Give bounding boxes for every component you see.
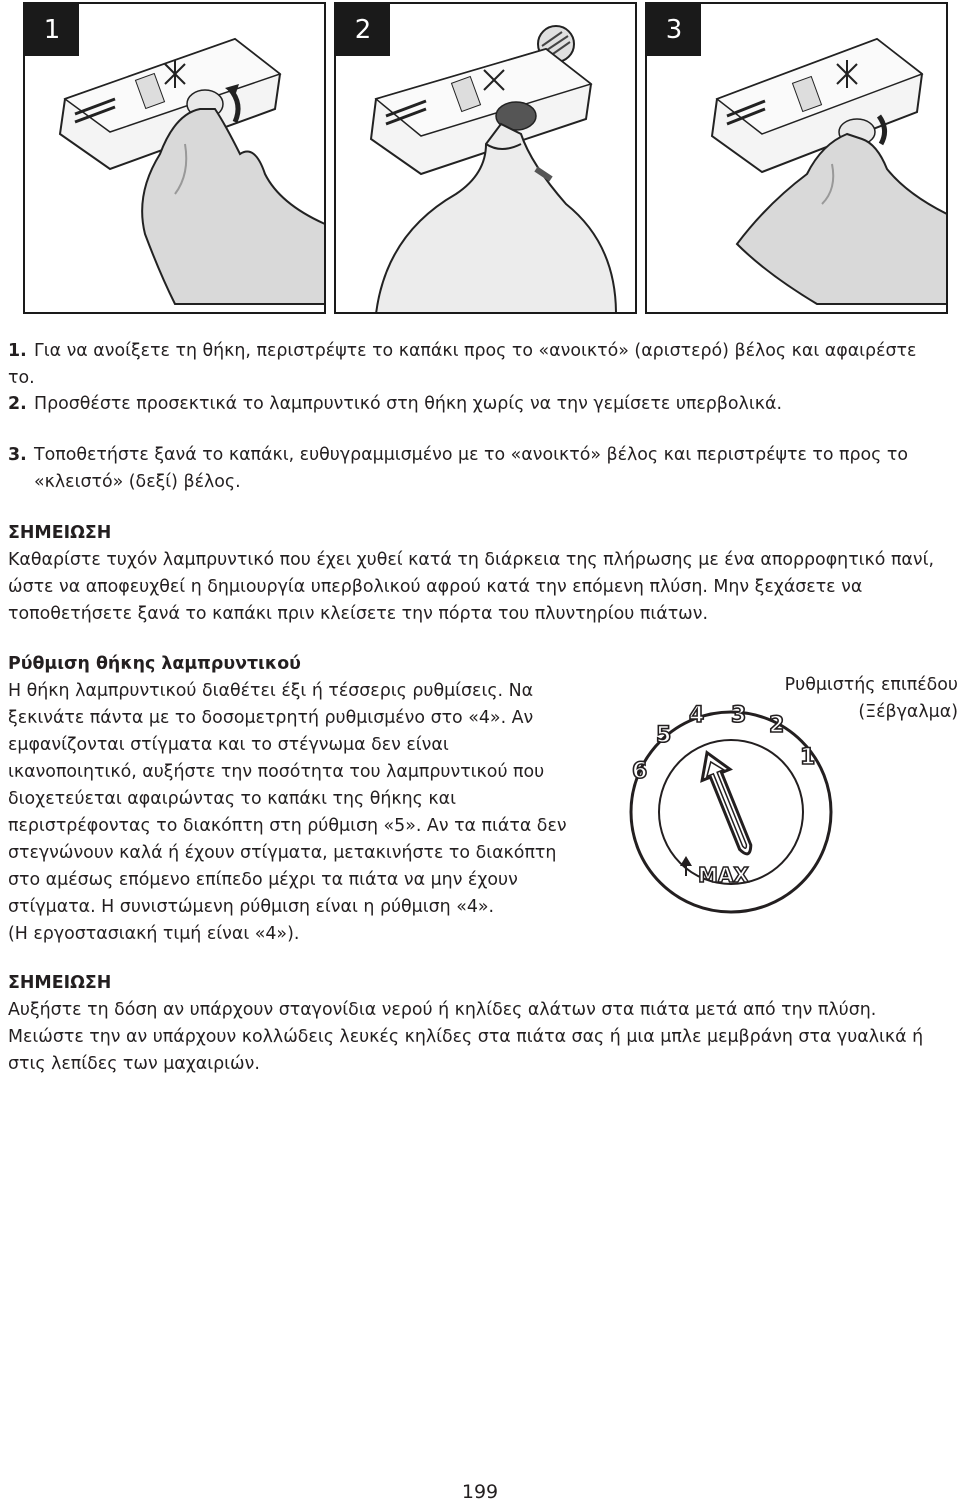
dial-setting-1: 1 xyxy=(800,745,816,770)
dial-setting-3: 3 xyxy=(731,703,747,728)
dial-setting-4: 4 xyxy=(689,703,705,728)
section-line: στο αμέσως επόμενο επίπεδο μέχρι τα πιάτα να μην έχουν xyxy=(8,870,518,890)
dial-setting-2: 2 xyxy=(769,713,785,738)
section-line: (Η εργοστασιακή τιμή είναι «4»). xyxy=(8,924,300,944)
figure-number-badge: 3 xyxy=(647,4,701,56)
section-line: ξεκινάτε πάντα με το δοσομετρητή ρυθμισμένο στο «4». Αν xyxy=(8,708,534,728)
step-text: Προσθέστε προσεκτικά το λαμπρυντικό στη θήκη χωρίς να την γεμίσετε υπερβολικά. xyxy=(34,394,782,414)
note-line: Καθαρίστε τυχόν λαμπρυντικό που έχει χυθεί κατά τη διάρκεια της πλήρωσης με ένα απορροφητικό πανί, xyxy=(8,550,935,570)
note-line: Μειώστε την αν υπάρχουν κολλώδεις λευκές κηλίδες στα πιάτα σας ή μια μπλε μεμβράνη στα γυαλικά ή xyxy=(8,1027,924,1047)
step-text: Για να ανοίξετε τη θήκη, περιστρέψτε το καπάκι προς το «ανοικτό» (αριστερό) βέλος και αφαιρέστε το. xyxy=(8,341,917,388)
section-line: στίγματα. Η συνιστώμενη ρύθμιση είναι η ρύθμιση «4». xyxy=(8,897,495,917)
figure-panel-3 xyxy=(645,2,948,314)
section-title: Ρύθμιση θήκης λαμπρυντικού xyxy=(8,654,301,674)
figure-panel-1 xyxy=(23,2,326,314)
figure-number-badge: 2 xyxy=(336,4,390,56)
step-number: 2. xyxy=(8,394,27,414)
step-text: Τοποθετήστε ξανά το καπάκι, ευθυγραμμισμένο με το «ανοικτό» βέλος και περιστρέψτε το προς το xyxy=(34,445,909,465)
note-line: στις λεπίδες των μαχαιριών. xyxy=(8,1054,260,1074)
step-3-continued xyxy=(8,469,948,496)
note-line: ώστε να αποφευχθεί η δημιουργία υπερβολικού αφρού κατά την επόμενη πλύση. Μην ξεχάσετε να xyxy=(8,577,863,597)
section-line: στεγνώνουν καλά ή έχουν στίγματα, μετακινήστε το διακόπτη xyxy=(8,843,557,863)
note-line: τοποθετήσετε ξανά το καπάκι πριν κλείσετε την πόρτα του πλυντηρίου πιάτων. xyxy=(8,604,708,624)
step-text: «κλειστό» (δεξί) βέλος. xyxy=(34,472,241,492)
step-2 xyxy=(8,391,948,418)
dial-setting-6: 6 xyxy=(632,759,648,784)
dial-label-line1: Ρυθμιστής επιπέδου xyxy=(784,675,958,695)
section-line: ικανοποιητικό, αυξήστε την ποσότητα του λαμπρυντικού που xyxy=(8,762,545,782)
figure-panel-2 xyxy=(334,2,637,314)
section-line: περιστρέφοντας το διακόπτη στη ρύθμιση «5». Αν τα πιάτα δεν xyxy=(8,816,567,836)
section-line: Η θήκη λαμπρυντικού διαθέτει έξι ή τέσσερις ρυθμίσεις. Να xyxy=(8,681,534,701)
page-number: 199 xyxy=(461,1481,499,1503)
step-3 xyxy=(8,442,948,469)
dial-setting-5: 5 xyxy=(656,723,672,748)
note-line: Αυξήστε τη δόση αν υπάρχουν σταγονίδια νερού ή κηλίδες αλάτων στα πιάτα μετά από την πλύση. xyxy=(8,1000,877,1020)
dial-label-line2: (Ξέβγαλμα) xyxy=(858,702,958,722)
rinse-aid-dial xyxy=(614,700,848,916)
section-line: διοχετεύεται αφαιρώντας το καπάκι της θήκης και xyxy=(8,789,456,809)
step-number: 3. xyxy=(8,445,27,465)
section-line: εμφανίζονται στίγματα και το στέγνωμα δεν είναι xyxy=(8,735,449,755)
figure-number-badge: 1 xyxy=(25,4,79,56)
step-number: 1. xyxy=(8,341,27,361)
note-title: ΣΗΜΕΙΩΣΗ xyxy=(8,973,112,993)
dial-max-label: MAX xyxy=(698,863,749,887)
step-1 xyxy=(8,338,948,392)
note-title: ΣΗΜΕΙΩΣΗ xyxy=(8,523,112,543)
